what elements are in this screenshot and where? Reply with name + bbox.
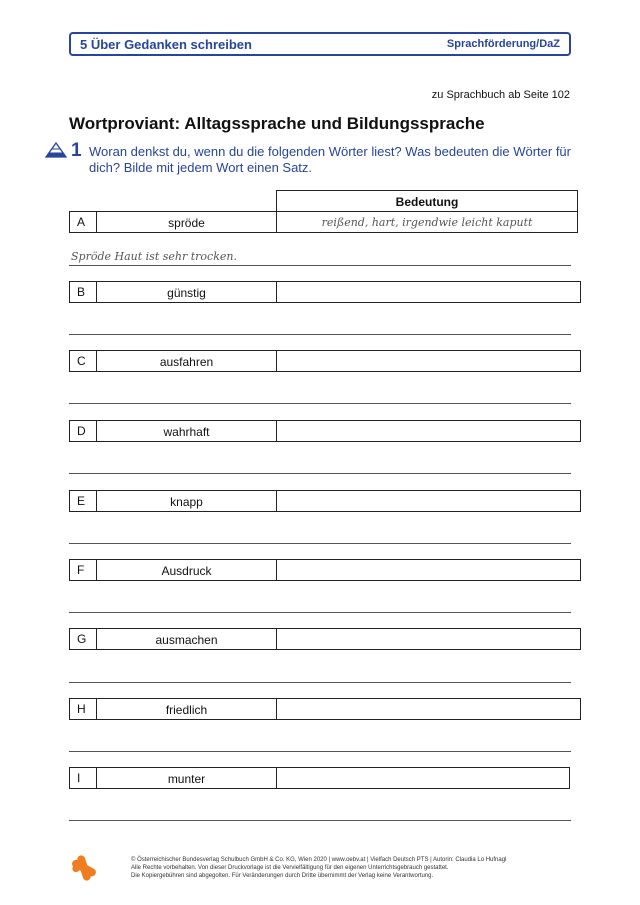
row-letter: H [70, 699, 97, 719]
meaning-field[interactable] [277, 351, 580, 371]
row-word: ausmachen [97, 629, 277, 649]
sentence-line[interactable] [69, 682, 571, 683]
book-reference: zu Sprachbuch ab Seite 102 [431, 89, 570, 101]
meaning-field[interactable] [277, 491, 580, 511]
row-letter: I [70, 768, 97, 788]
task-instruction: Woran denkst du, wenn du die folgenden Wörter liest? Was bedeuten die Wörter für dich? Bilde mit jedem Wort einen Satz. [89, 144, 571, 175]
publisher-logo-icon [69, 853, 99, 883]
row-letter: A [70, 212, 97, 232]
table-row [69, 628, 581, 650]
example-sentence: Spröde Haut ist sehr trocken. [71, 250, 237, 263]
table-row [69, 211, 578, 233]
footer-line: Die Kopiergebühren sind abgegolten. Für Veränderungen durch Dritte übernimmt der Verlag keine Verantwortung. [131, 873, 434, 879]
table-row [69, 420, 581, 442]
footer-line: Alle Rechte vorbehalten. Von dieser Druckvorlage ist die Vervielfältigung für den eigenen Unterrichtsgebrauch gestattet. [131, 865, 449, 871]
row-word: Ausdruck [97, 560, 277, 580]
row-letter: F [70, 560, 97, 580]
meaning-field[interactable] [277, 560, 580, 580]
sentence-line[interactable] [69, 612, 571, 613]
row-word: friedlich [97, 699, 277, 719]
page-title: Wortproviant: Alltagssprache und Bildungssprache [69, 114, 485, 133]
chapter-title: 5 Über Gedanken schreiben [80, 36, 252, 52]
row-word: ausfahren [97, 351, 277, 371]
task-number: 1 [71, 140, 82, 161]
sentence-line[interactable] [69, 473, 571, 474]
meaning-field[interactable] [277, 421, 580, 441]
meaning-field[interactable]: reißend, hart, irgendwie leicht kaputt [321, 216, 533, 229]
sentence-line[interactable] [69, 820, 571, 821]
meaning-field[interactable] [277, 699, 580, 719]
series-label: Sprachförderung/DaZ [446, 38, 560, 50]
table-row [69, 559, 581, 581]
sentence-line[interactable] [69, 334, 571, 335]
row-letter: D [70, 421, 97, 441]
row-word: knapp [97, 491, 277, 511]
sentence-line[interactable] [69, 751, 571, 752]
table-row [69, 767, 570, 789]
sentence-line[interactable] [69, 403, 571, 404]
row-letter: C [70, 351, 97, 371]
table-row [69, 698, 581, 720]
footer-line: © Österreichischer Bundesverlag Schulbuch GmbH & Co. KG, Wien 2020 | www.oebv.at | Vielfach Deutsch PTS | Autorin: Claudia Lo Hufnagl [131, 857, 507, 863]
table-row [69, 350, 581, 372]
row-word: wahrhaft [97, 421, 277, 441]
meaning-field[interactable] [277, 768, 569, 788]
row-word: munter [97, 768, 277, 788]
meaning-column-header: Bedeutung [276, 190, 578, 212]
sentence-line[interactable] [69, 265, 571, 266]
row-word: spröde [97, 212, 277, 232]
chapter-header [69, 32, 571, 56]
row-letter: E [70, 491, 97, 511]
sentence-line[interactable] [69, 543, 571, 544]
table-row [69, 281, 581, 303]
row-word: günstig [97, 282, 277, 302]
meaning-field[interactable] [277, 629, 580, 649]
table-row [69, 490, 581, 512]
footer-copyright [131, 856, 571, 880]
level-triangle-icon [45, 142, 67, 158]
row-letter: G [70, 629, 97, 649]
meaning-field[interactable] [277, 282, 580, 302]
row-letter: B [70, 282, 97, 302]
